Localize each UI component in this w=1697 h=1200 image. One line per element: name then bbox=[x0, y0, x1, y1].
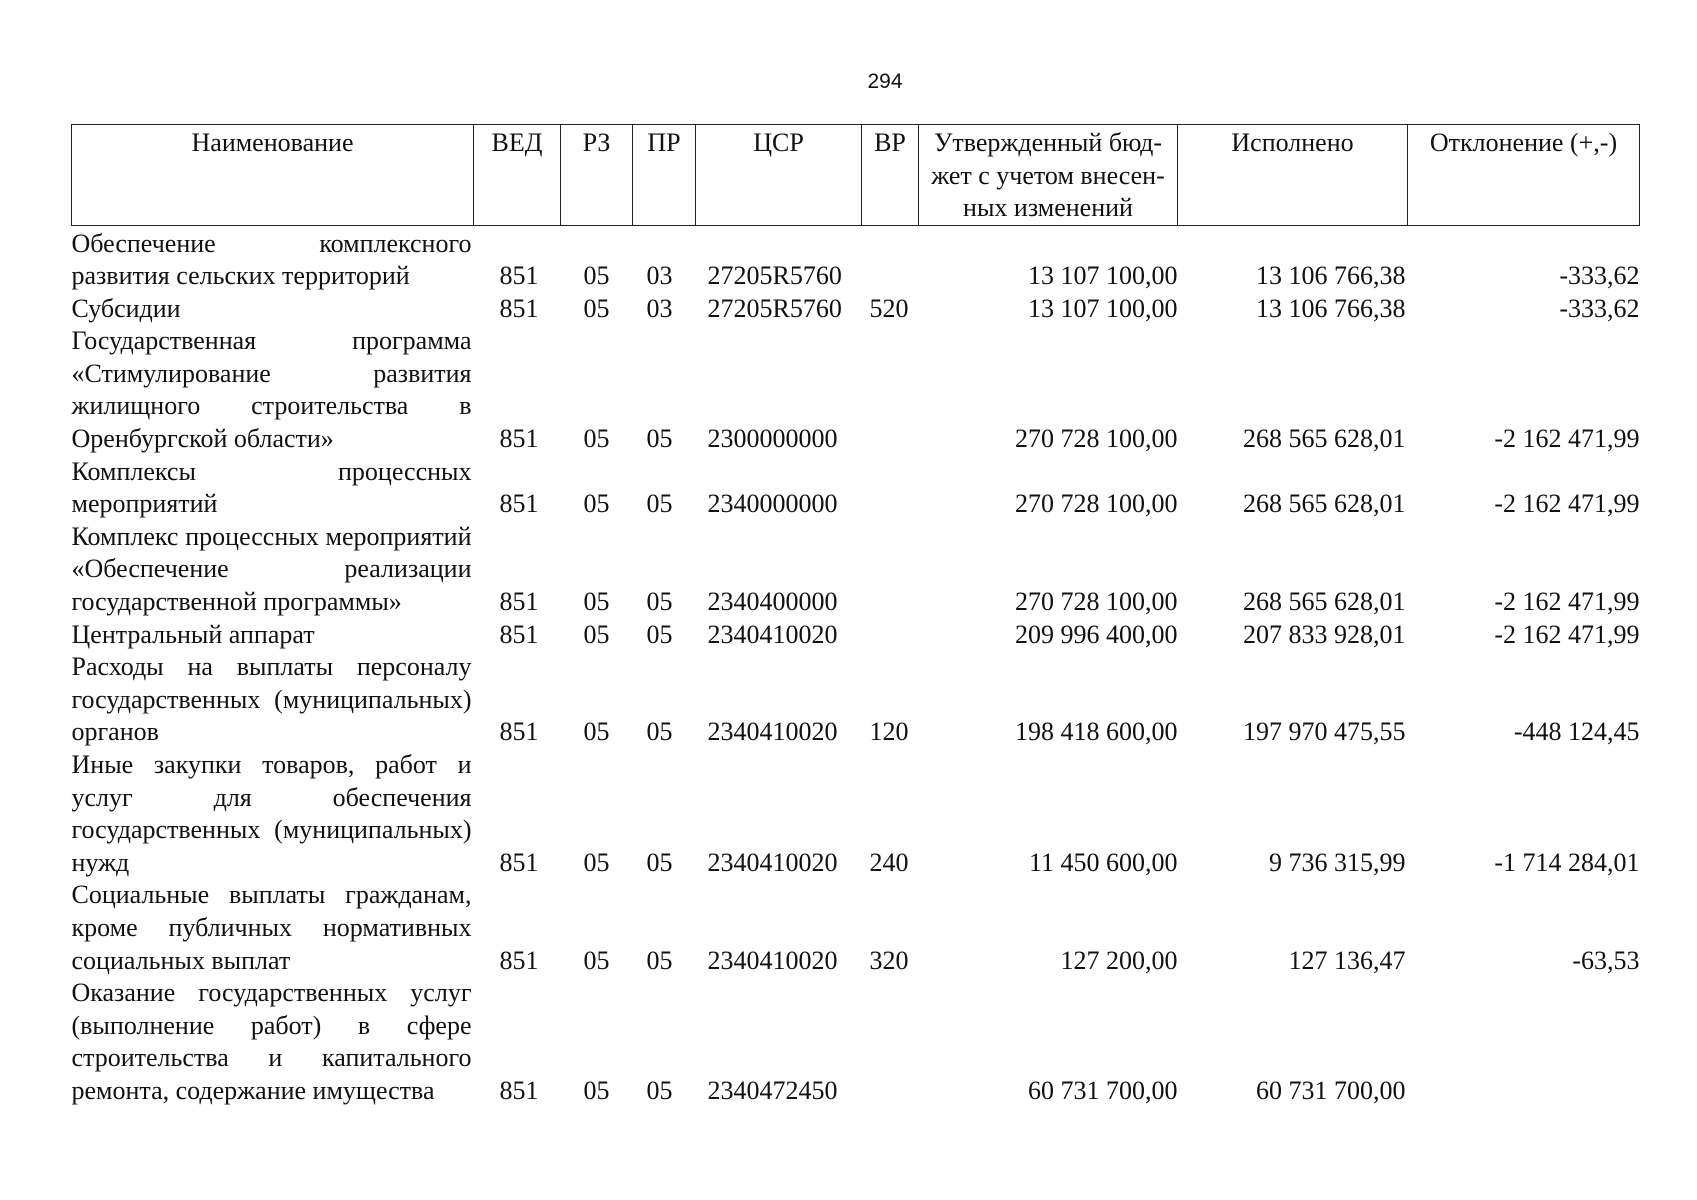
cell-ved: 851 bbox=[499, 293, 539, 323]
cell-deviation: -63,53 bbox=[1572, 945, 1640, 975]
cell-vr bbox=[862, 456, 919, 521]
cell-deviation: -333,62 bbox=[1559, 261, 1640, 291]
cell-deviation: -2 162 471,99 bbox=[1494, 619, 1640, 649]
cell-vr: 520 bbox=[869, 293, 909, 323]
cell-csr: 27205R5760 bbox=[707, 293, 842, 323]
cell-approved-budget: 11 450 600,00 bbox=[1028, 847, 1178, 877]
cell-ved: 851 bbox=[499, 945, 539, 975]
table-row bbox=[72, 225, 1640, 293]
table-row bbox=[72, 977, 1640, 1107]
cell-approved-budget: 270 728 100,00 bbox=[1015, 489, 1178, 519]
header-name: Наименование bbox=[72, 125, 474, 226]
cell-pr: 03 bbox=[646, 261, 673, 291]
cell-executed: 9 736 315,99 bbox=[1269, 847, 1406, 877]
cell-rz: 05 bbox=[583, 293, 610, 323]
cell-executed: 268 565 628,01 bbox=[1243, 489, 1406, 519]
table-body bbox=[72, 225, 1640, 1108]
cell-ved: 851 bbox=[499, 1075, 539, 1105]
cell-approved-budget: 198 418 600,00 bbox=[1015, 717, 1178, 747]
cell-name: Оказание государственных услуг (выполнение работ) в сфере строительства и капитального ремонта, содержание имущества bbox=[71, 978, 472, 1105]
table-row bbox=[72, 879, 1640, 977]
cell-rz: 05 bbox=[583, 261, 610, 291]
header-vr: ВР bbox=[862, 125, 919, 226]
cell-rz: 05 bbox=[583, 587, 610, 617]
cell-ved: 851 bbox=[499, 619, 539, 649]
cell-approved-budget: 60 731 700,00 bbox=[1028, 1075, 1178, 1105]
cell-csr: 2340410020 bbox=[707, 619, 838, 649]
header-approved-budget: Утвержденный бюд-жет с учетом внесен-ных изменений bbox=[919, 125, 1178, 226]
cell-pr: 05 bbox=[646, 1075, 673, 1105]
cell-rz: 05 bbox=[583, 717, 610, 747]
cell-name: Расходы на выплаты персоналу государственных (муниципальных) органов bbox=[71, 652, 472, 747]
cell-csr: 2340400000 bbox=[707, 587, 838, 617]
cell-pr: 05 bbox=[646, 587, 673, 617]
cell-executed: 127 136,47 bbox=[1288, 945, 1406, 975]
table-header-row bbox=[72, 125, 1640, 226]
cell-vr bbox=[862, 977, 919, 1107]
cell-executed: 13 106 766,38 bbox=[1256, 261, 1406, 291]
cell-executed: 60 731 700,00 bbox=[1256, 1075, 1406, 1105]
cell-ved: 851 bbox=[499, 261, 539, 291]
cell-name: Иные закупки товаров, работ и услуг для обеспечения государственных (муниципальных) нужд bbox=[71, 750, 472, 877]
cell-csr: 2340410020 bbox=[707, 847, 838, 877]
cell-csr: 2340410020 bbox=[707, 717, 838, 747]
cell-approved-budget: 127 200,00 bbox=[1060, 945, 1178, 975]
cell-name: Комплекс процессных мероприятий «Обеспечение реализации государственной программы» bbox=[71, 521, 472, 617]
cell-deviation: -333,62 bbox=[1559, 293, 1640, 323]
cell-ved: 851 bbox=[499, 717, 539, 747]
cell-csr: 27205R5760 bbox=[707, 261, 842, 291]
cell-ved: 851 bbox=[499, 587, 539, 617]
cell-approved-budget: 270 728 100,00 bbox=[1015, 587, 1178, 617]
cell-executed: 197 970 475,55 bbox=[1243, 717, 1406, 747]
table-row bbox=[72, 293, 1640, 326]
cell-vr bbox=[862, 225, 919, 293]
cell-deviation: -1 714 284,01 bbox=[1494, 847, 1640, 877]
cell-name: Обеспечение комплексного развития сельских территорий bbox=[71, 228, 472, 291]
cell-deviation: -2 162 471,99 bbox=[1494, 587, 1640, 617]
table-row bbox=[72, 651, 1640, 749]
cell-ved: 851 bbox=[499, 424, 539, 454]
cell-deviation: -2 162 471,99 bbox=[1494, 489, 1640, 519]
cell-csr: 2300000000 bbox=[707, 424, 838, 454]
cell-name: Государственная программа «Стимулирование развития жилищного строительства в Оренбургской области» bbox=[71, 326, 472, 454]
header-csr: ЦСР bbox=[696, 125, 862, 226]
cell-executed: 13 106 766,38 bbox=[1256, 293, 1406, 323]
cell-vr: 240 bbox=[869, 847, 909, 877]
cell-pr: 05 bbox=[646, 945, 673, 975]
header-deviation: Отклонение (+,-) bbox=[1408, 125, 1640, 226]
budget-execution-table bbox=[71, 124, 1640, 1108]
cell-name: Комплексы процессных мероприятий bbox=[71, 456, 472, 519]
cell-pr: 05 bbox=[646, 619, 673, 649]
cell-rz: 05 bbox=[583, 489, 610, 519]
table-row bbox=[72, 619, 1640, 652]
cell-csr: 2340472450 bbox=[707, 1075, 838, 1105]
header-pr: ПР bbox=[633, 125, 696, 226]
cell-vr: 320 bbox=[869, 945, 909, 975]
table-row bbox=[72, 325, 1640, 455]
cell-pr: 03 bbox=[646, 293, 673, 323]
cell-executed: 268 565 628,01 bbox=[1243, 424, 1406, 454]
cell-vr bbox=[862, 521, 919, 619]
cell-ved: 851 bbox=[499, 489, 539, 519]
table-row bbox=[72, 521, 1640, 619]
cell-pr: 05 bbox=[646, 717, 673, 747]
cell-csr: 2340410020 bbox=[707, 945, 838, 975]
cell-rz: 05 bbox=[583, 1075, 610, 1105]
cell-rz: 05 bbox=[583, 424, 610, 454]
cell-ved: 851 bbox=[499, 847, 539, 877]
cell-approved-budget: 13 107 100,00 bbox=[1028, 261, 1178, 291]
cell-rz: 05 bbox=[583, 619, 610, 649]
cell-csr: 2340000000 bbox=[707, 489, 838, 519]
cell-executed: 207 833 928,01 bbox=[1243, 619, 1406, 649]
cell-executed: 268 565 628,01 bbox=[1243, 587, 1406, 617]
cell-pr: 05 bbox=[646, 424, 673, 454]
header-ved: ВЕД bbox=[474, 125, 561, 226]
header-rz: РЗ bbox=[561, 125, 633, 226]
cell-deviation: -448 124,45 bbox=[1513, 717, 1640, 747]
cell-deviation bbox=[1408, 977, 1640, 1107]
cell-pr: 05 bbox=[646, 847, 673, 877]
table-row bbox=[72, 456, 1640, 521]
cell-rz: 05 bbox=[583, 847, 610, 877]
page-number: 294 bbox=[867, 70, 903, 93]
cell-name: Социальные выплаты гражданам, кроме публичных нормативных социальных выплат bbox=[71, 880, 472, 975]
cell-vr bbox=[862, 325, 919, 455]
cell-name: Субсидии bbox=[71, 293, 181, 323]
cell-approved-budget: 270 728 100,00 bbox=[1015, 424, 1178, 454]
cell-approved-budget: 209 996 400,00 bbox=[1015, 619, 1178, 649]
cell-pr: 05 bbox=[646, 489, 673, 519]
table-row bbox=[72, 749, 1640, 879]
cell-approved-budget: 13 107 100,00 bbox=[1028, 293, 1178, 323]
cell-deviation: -2 162 471,99 bbox=[1494, 424, 1640, 454]
cell-vr: 120 bbox=[869, 717, 909, 747]
header-executed: Исполнено bbox=[1178, 125, 1408, 226]
cell-vr bbox=[862, 619, 919, 652]
cell-name: Центральный аппарат bbox=[71, 619, 315, 649]
cell-rz: 05 bbox=[583, 945, 610, 975]
